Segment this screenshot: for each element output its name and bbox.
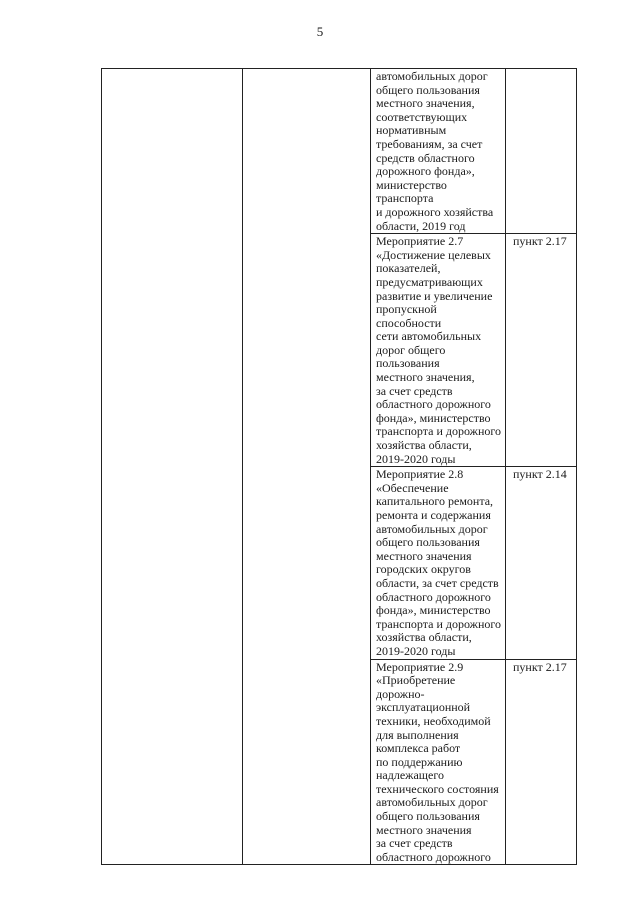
measure-text: Мероприятие 2.8 «Обеспечение капитального ремонта, ремонта и содержания автомобильных дорог общего пользования местного значения городских округов области, за счет средств областного дорожного фонда», министерство транспорта и дорожного хозяйства области, 2019-2020 годы: [376, 467, 502, 658]
measure-text: автомобильных дорог общего пользования местного значения, соответствующих нормативным требованиям, за счет средств областного дорожного фонда», министерство транспорта и дорожного хозяйства области, 2019 год: [376, 69, 494, 233]
reference-text: пункт 2.17: [513, 659, 567, 674]
measure-text: Мероприятие 2.7 «Достижение целевых показателей, предусматривающих развитие и увеличение пропускной способности сети автомобильных дорог общего пользования местного значения, за счет средств областного дорожного фонда», министерство транспорта и дорожного хозяйства области, 2019-2020 годы: [376, 234, 502, 466]
reference-cell: [506, 69, 577, 234]
reference-cell: [506, 467, 577, 659]
measures-table: [101, 68, 577, 865]
reference-cell: [506, 659, 577, 865]
reference-text: пункт 2.17: [513, 234, 567, 249]
reference-text: пункт 2.14: [513, 467, 567, 482]
empty-cell-col2: [243, 69, 371, 865]
measure-cell: [371, 467, 506, 659]
reference-cell: [506, 234, 577, 467]
measure-text: Мероприятие 2.9 «Приобретение дорожно- эксплуатационной техники, необходимой для выполнения комплекса работ по поддержанию надлежащего технического состояния автомобильных дорог общего пользования местного значения за счет средств областного дорожного: [376, 659, 499, 864]
measure-cell: [371, 234, 506, 467]
table-row: [102, 69, 577, 234]
measure-cell: [371, 69, 506, 234]
measure-cell: [371, 659, 506, 865]
empty-cell-col1: [102, 69, 243, 865]
page-number: 5: [316, 24, 324, 39]
